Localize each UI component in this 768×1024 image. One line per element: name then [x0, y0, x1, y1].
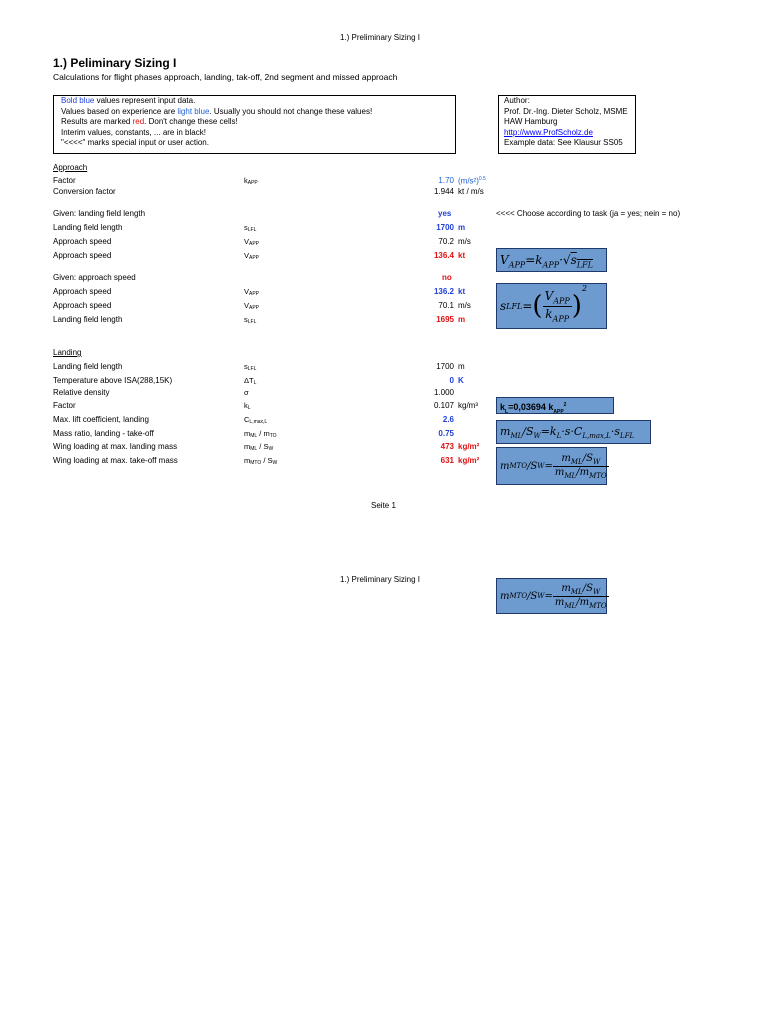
page-footer: Seite 1 [371, 501, 396, 510]
landing-field-length-symbol: $s_{LFL}$ [244, 223, 257, 233]
approach-speed-kt-label: Approach speed [53, 251, 112, 260]
l4-unit: kg/m³ [458, 401, 478, 410]
approach-heading: Approach [53, 163, 88, 172]
l5-value[interactable]: 2.6 [442, 415, 454, 424]
given-landing-field-value[interactable]: yes [438, 209, 452, 218]
factor-value[interactable]: 1.70 [438, 176, 454, 185]
l4-value: 0.107 [433, 401, 454, 410]
given-approach-speed-value: no [442, 273, 452, 282]
given-landing-field-label: Given: landing field length [53, 209, 146, 218]
approach-speed-input-unit: kt [458, 287, 466, 296]
l7-value: 473 [440, 442, 454, 451]
l8-symbol: $m_{MTO} / S_W$ [244, 456, 278, 466]
formula-landing-factor: $k_L=0,03694$ $k_{APP}^2$ [496, 397, 614, 414]
l6-symbol: $m_{ML} / m_{TO}$ [244, 429, 277, 439]
conversion-label: Conversion factor [53, 187, 116, 196]
factor-symbol: $k_{APP}$ [244, 176, 258, 186]
l6-label: Mass ratio, landing - take-off [53, 429, 154, 438]
l3-label: Relative density [53, 388, 110, 397]
factor-label: Factor [53, 176, 76, 185]
l8-value: 631 [440, 456, 454, 465]
page2-header: 1.) Preliminary Sizing I [340, 575, 421, 584]
l5-symbol: $C_{L,max,L}$ [244, 415, 268, 425]
choose-hint: <<<< Choose according to task (ja = yes; nein = no) [496, 209, 681, 218]
approach-speed-kt-symbol: $V_{APP}$ [244, 251, 260, 261]
factor-unit: $(m/s^2)^{0.5}$ [458, 176, 486, 186]
approach-speed-input-value[interactable]: 136.2 [433, 287, 454, 296]
legend-light-blue: light blue [177, 106, 210, 116]
conversion-value: 1.944 [433, 187, 454, 196]
l3-symbol: σ [244, 388, 249, 397]
landing-field-length-result-unit: m [458, 315, 466, 324]
approach-speed-ms-label: Approach speed [53, 237, 112, 246]
l7-symbol: $m_{ML} / S_W$ [244, 442, 274, 452]
approach-speed-kt-value: 136.4 [433, 251, 454, 260]
landing-field-length-result-value: 1695 [436, 315, 454, 324]
given-approach-speed-label: Given: approach speed [53, 273, 136, 282]
l4-label: Factor [53, 401, 76, 410]
l2-symbol: $\Delta T_L$ [244, 376, 257, 386]
l6-value[interactable]: 0.75 [438, 429, 454, 438]
formula-takeoff-wing-loading-page2: m MTO /S W = $\frac{m_{ML}/S_W}{m_{ML}/m_{MTO}}$ [496, 578, 607, 614]
l8-label: Wing loading at max. take-off mass [53, 456, 178, 465]
l8-unit: kg/m² [458, 456, 480, 465]
l2-value[interactable]: 0 [449, 376, 454, 385]
conversion-unit: kt / m/s [458, 187, 484, 196]
l5-label: Max. lift coefficient, landing [53, 415, 149, 424]
page-title: 1.) Peliminary Sizing I [53, 56, 177, 70]
landing-field-length-label: Landing field length [53, 223, 123, 232]
approach-speed-kt-unit: kt [458, 251, 466, 260]
l1-symbol: $s_{LFL}$ [244, 362, 257, 372]
formula-approach-speed: $V_{APP}=k_{APP}\cdot√s_{LFL}$ [496, 248, 607, 272]
page-header: 1.) Preliminary Sizing I [340, 33, 421, 42]
l1-label: Landing field length [53, 362, 123, 371]
legend-bold-blue: Bold blue [61, 96, 95, 105]
landing-heading: Landing [53, 348, 82, 357]
approach-speed-input-symbol: $V_{APP}$ [244, 287, 260, 297]
landing-field-length-value[interactable]: 1700 [436, 223, 454, 232]
l1-value: 1700 [436, 362, 454, 371]
formula-landing-field-length: s LFL = ( $\frac{V_{APP}}{k_{APP}}$ ) $^2$ [496, 283, 607, 329]
landing-field-length-result-label: Landing field length [53, 315, 123, 324]
l4-symbol: $k_L$ [244, 401, 251, 411]
author-url-link[interactable]: http://www.ProfScholz.de [504, 127, 593, 137]
approach-speed-ms2-value: 70.1 [438, 301, 454, 310]
formula-landing-wing-loading: $m_{ML}/S_W=k_L\cdot s\cdot C_{L,max,L}\cdot s_{LFL}$ [496, 420, 651, 444]
landing-field-length-result-symbol: $s_{LFL}$ [244, 315, 257, 325]
page-subtitle: Calculations for flight phases approach, landing, tak-off, 2nd segment and missed approach [53, 72, 398, 82]
approach-speed-ms2-unit: m/s [458, 301, 471, 310]
legend-text: Bold blue values represent input data. Values based on experience are light blue. Usually you should not change these values! Results are marked red. Don't change these cells! Interim values, constants, ... are in black! "<<<<" marks special input or user action. [61, 96, 373, 147]
legend-red: red [132, 117, 145, 126]
l2-label: Temperature above ISA(288,15K) [53, 376, 173, 385]
approach-speed-ms-unit: m/s [458, 237, 471, 246]
approach-speed-ms-value: 70.2 [438, 237, 454, 246]
l2-unit: K [458, 376, 464, 385]
l1-unit: m [458, 362, 465, 371]
approach-speed-ms-symbol: $V_{APP}$ [244, 237, 260, 247]
approach-speed-ms2-symbol: $V_{APP}$ [244, 301, 260, 311]
approach-speed-input-label: Approach speed [53, 287, 112, 296]
l7-unit: kg/m² [458, 442, 480, 451]
landing-field-length-unit: m [458, 223, 466, 232]
author-text: Author: Prof. Dr.-Ing. Dieter Scholz, MSME HAW Hamburg http://www.ProfScholz.de Example data: See Klausur SS05 [504, 96, 628, 147]
l7-label: Wing loading at max. landing mass [53, 442, 178, 451]
l3-value: 1.000 [433, 388, 454, 397]
formula-takeoff-wing-loading: m MTO /S W = $\frac{m_{ML}/S_W}{m_{ML}/m_{MTO}}$ [496, 447, 607, 485]
approach-speed-ms2-label: Approach speed [53, 301, 112, 310]
